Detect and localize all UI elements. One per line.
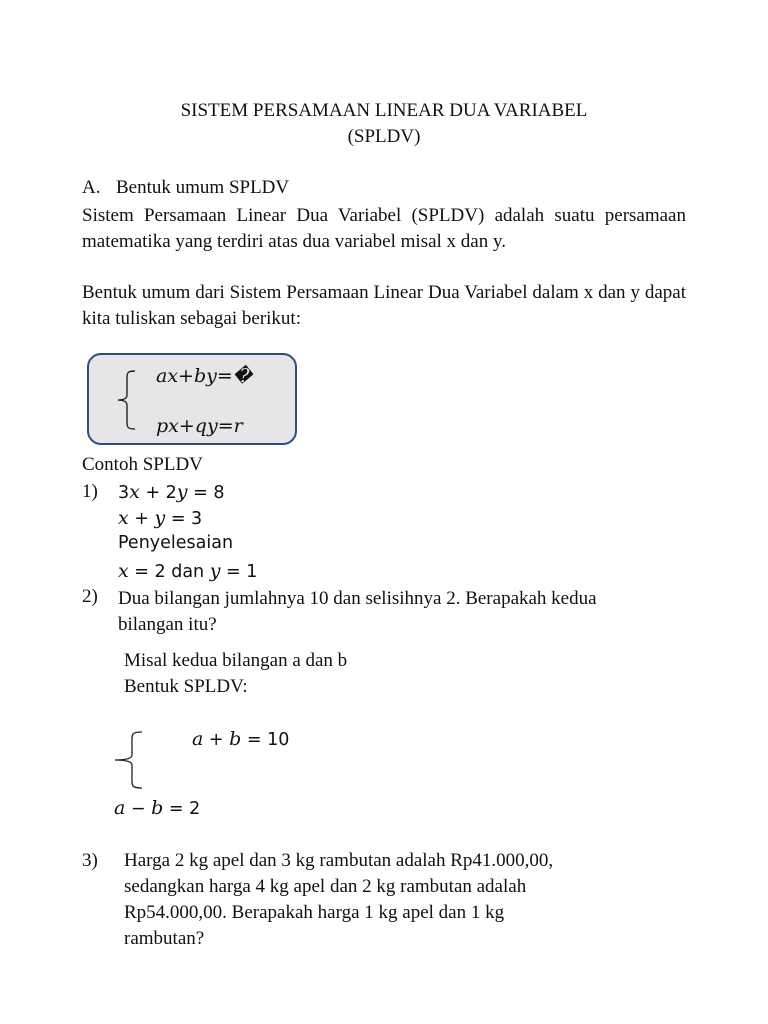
general-equation-1: ax+by=� (156, 365, 253, 387)
variable-x: x (129, 481, 140, 503)
example-2-line-1: Misal kedua bilangan a dan b (124, 650, 348, 671)
example-2-line-2: Bentuk SPLDV: (124, 676, 248, 697)
operator: − (125, 799, 152, 819)
variable-y: y (176, 481, 188, 503)
variable-b: b (229, 728, 242, 750)
general-form-paragraph: Bentuk umum dari Sistem Persamaan Linear Dua Variabel dalam x dan y dapat kita tuliskan sebagai berikut: (82, 282, 686, 329)
example-2-equation-2 (114, 797, 200, 819)
example-3-line-1: Harga 2 kg apel dan 3 kg rambutan adalah Rp41.000,00, (124, 850, 554, 871)
section-heading: Bentuk umum SPLDV (116, 177, 290, 198)
right-hand-side: = 8 (187, 483, 225, 503)
variable-y: y (154, 507, 166, 529)
page-title-line-1: SISTEM PERSAMAAN LINEAR DUA VARIABEL (180, 100, 588, 121)
example-1-solution (118, 560, 257, 582)
variable-b: b (151, 797, 164, 819)
example-3-line-2: sedangkan harga 4 kg apel dan 2 kg rambutan adalah (124, 876, 527, 897)
solution-middle: = 2 dan (128, 562, 210, 582)
coefficient: 3 (118, 483, 130, 503)
brace-icon (112, 730, 146, 790)
definition-paragraph: Sistem Persamaan Linear Dua Variabel (SPLDV) adalah suatu persamaan matematika yang terdiri atas dua variabel misal x dan y. (82, 205, 686, 252)
section-marker: A. (82, 177, 101, 198)
right-hand-side: = 10 (241, 730, 290, 750)
general-equation-2: px+qy=r (156, 415, 243, 437)
brace-icon (115, 369, 139, 431)
example-1-equation-1 (118, 481, 224, 503)
example-2-number: 2) (82, 586, 98, 607)
example-3-line-4: rambutan? (124, 928, 205, 949)
example-3-number: 3) (82, 850, 98, 871)
right-hand-side: = 1 (220, 562, 258, 582)
variable-x: x (118, 560, 129, 582)
right-hand-side: = 2 (163, 799, 201, 819)
general-form-box (87, 353, 297, 445)
example-2-question: Dua bilangan jumlahnya 10 dan selisihnya 2. Berapakah kedua bilangan itu? (118, 588, 597, 635)
variable-x: x (118, 507, 129, 529)
example-3-line-3: Rp54.000,00. Berapakah harga 1 kg apel dan 1 kg (124, 902, 505, 923)
variable-a: a (192, 728, 204, 750)
example-1-solution-label: Penyelesaian (118, 533, 234, 553)
example-1-equation-2 (118, 507, 202, 529)
variable-y: y (209, 560, 221, 582)
operator: + (128, 509, 155, 529)
examples-heading: Contoh SPLDV (82, 454, 203, 475)
operator: + (203, 730, 230, 750)
page-title-line-2: (SPLDV) (347, 126, 421, 147)
right-hand-side: = 3 (165, 509, 203, 529)
example-1-number: 1) (82, 481, 98, 502)
operator: + 2 (139, 483, 177, 503)
variable-a: a (114, 797, 126, 819)
example-2-equation-1 (192, 728, 289, 750)
